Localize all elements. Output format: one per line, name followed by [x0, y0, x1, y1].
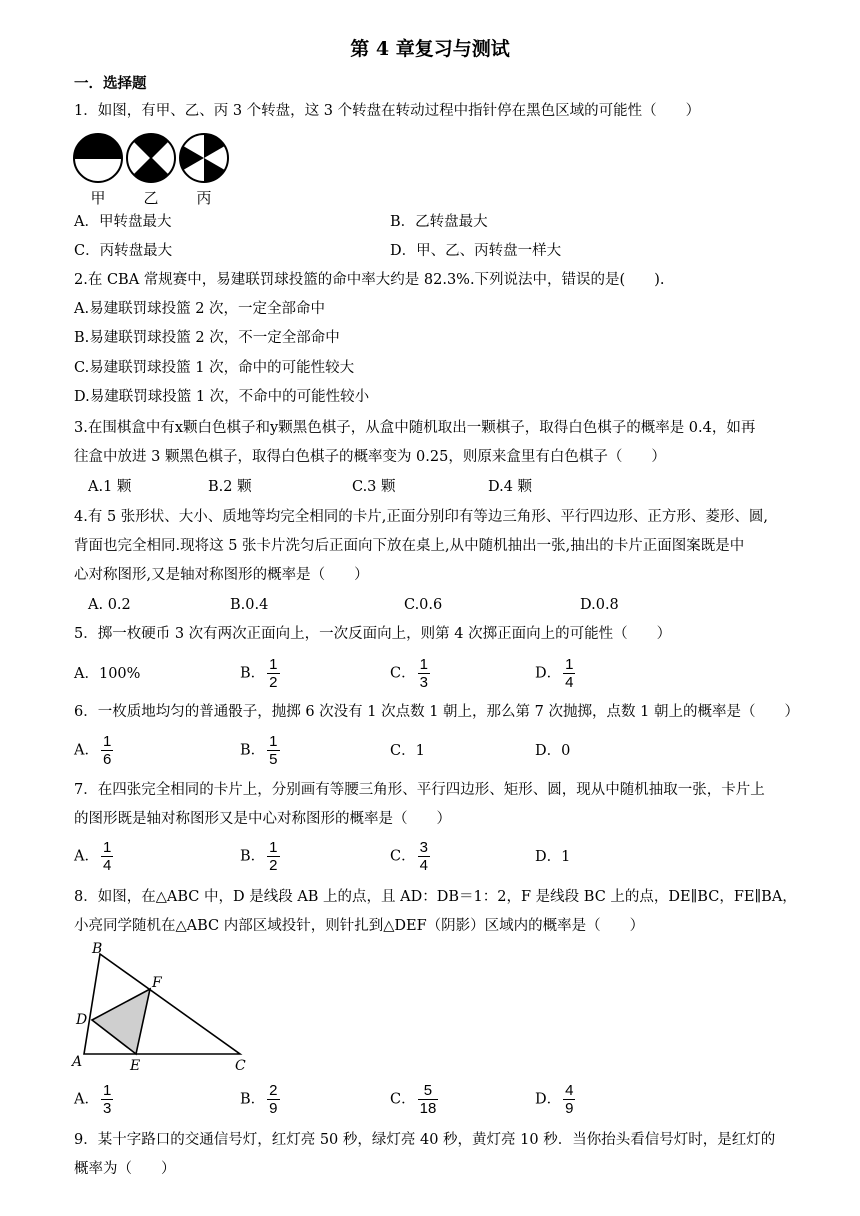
- q4-option-c: C.0.6: [404, 597, 443, 613]
- q1-option-c: C．丙转盘最大: [74, 243, 173, 259]
- fraction: $\frac{1}{5}$: [269, 733, 278, 768]
- question-2-text: 2.在 CBA 常规赛中，易建联罚球投篮的命中率大约是 82.3%.下列说法中，错误的是( ).: [74, 272, 665, 288]
- q4-option-a: A. 0.2: [88, 597, 131, 613]
- question-4-line-1: 4.有 5 张形状、大小、质地等均完全相同的卡片,正面分别印有等边三角形、平行四边形、正方形、菱形、圆,: [74, 509, 768, 525]
- spinner-label-jia: 甲: [90, 189, 106, 207]
- q8-option-a: A． $\frac{1}{3}$: [74, 1082, 112, 1117]
- fraction: $\frac{1}{2}$: [269, 839, 278, 874]
- triangle-figure: [70, 940, 260, 1076]
- spinner-jia: [74, 134, 122, 182]
- q3-option-c: C.3 颗: [352, 479, 396, 495]
- q4-option-b: B.0.4: [230, 597, 269, 613]
- question-8-line-1: 8．如图，在△ABC 中，D 是线段 AB 上的点，且 AD：DB＝1：2，F 是线段 BC 上的点，DE∥BC，FE∥BA，: [74, 889, 797, 905]
- question-8-line-2: 小亮同学随机在△ABC 内部区域投针，则针扎到△DEF（阴影）区域内的概率是（ ）: [74, 918, 645, 934]
- triangle-abc: [84, 954, 240, 1054]
- vertex-label-d: D: [76, 1012, 88, 1028]
- fraction: $\frac{1}{4}$: [565, 656, 574, 691]
- fraction: $\frac{1}{3}$: [102, 1082, 112, 1117]
- q7-option-c: C． $\frac{3}{4}$: [390, 839, 428, 874]
- spinner-yi: [127, 134, 175, 182]
- q5-option-c: C． $\frac{1}{3}$: [390, 656, 428, 691]
- question-4-line-3: 心对称图形,又是轴对称图形的概率是（ ）: [74, 567, 369, 583]
- spinner-label-yi: 乙: [143, 189, 159, 207]
- fraction: $\frac{2}{9}$: [269, 1082, 278, 1117]
- fraction: $\frac{5}{18}$: [419, 1082, 437, 1117]
- vertex-label-e: E: [130, 1058, 141, 1074]
- question-9-line-1: 9．某十字路口的交通信号灯，红灯亮 50 秒，绿灯亮 40 秒，黄灯亮 10 秒．当你抬头看信号灯时，是红灯的: [74, 1132, 776, 1148]
- q3-option-a: A.1 颗: [88, 479, 132, 495]
- fraction: $\frac{1}{4}$: [102, 839, 112, 874]
- q7-option-b: B． $\frac{1}{2}$: [240, 839, 278, 874]
- q7-option-a: A． $\frac{1}{4}$: [74, 839, 112, 874]
- q6-option-c: C．1: [390, 743, 425, 759]
- vertex-label-f: F: [152, 975, 162, 991]
- question-1-text: 1．如图，有甲、乙、丙 3 个转盘，这 3 个转盘在转动过程中指针停在黑色区域的可能性（ ）: [74, 103, 701, 119]
- q5-option-a: A．100%: [74, 666, 141, 682]
- vertex-label-a: A: [72, 1054, 83, 1070]
- q2-option-c: C.易建联罚球投篮 1 次，命中的可能性较大: [74, 360, 355, 376]
- vertex-label-c: C: [235, 1058, 246, 1074]
- q1-option-a: A．甲转盘最大: [74, 214, 172, 230]
- question-9-line-2: 概率为（ ）: [74, 1161, 176, 1177]
- q8-option-b: B． $\frac{2}{9}$: [240, 1082, 278, 1117]
- question-4-line-2: 背面也完全相同.现将这 5 张卡片洗匀后正面向下放在桌上,从中随机抽出一张,抽出的卡片正面图案既是中: [74, 538, 745, 554]
- question-5-text: 5．掷一枚硬币 3 次有两次正面向上，一次反面向上，则第 4 次掷正面向上的可能性（ ）: [74, 626, 672, 642]
- q6-option-d: D．0: [535, 743, 571, 759]
- q4-option-d: D.0.8: [580, 597, 619, 613]
- question-3-line-2: 往盒中放进 3 颗黑色棋子，取得白色棋子的概率变为 0.25，则原来盒里有白色棋子（ ）: [74, 449, 666, 465]
- question-6-text: 6．一枚质地均匀的普通骰子，抛掷 6 次没有 1 次点数 1 朝上，那么第 7 次抛掷，点数 1 朝上的概率是（ ）: [74, 704, 799, 720]
- question-3-line-1: 3.在围棋盒中有x颗白色棋子和y颗黑色棋子，从盒中随机取出一颗棋子，取得白色棋子的概率是 0.4，如再: [74, 420, 756, 436]
- q3-option-b: B.2 颗: [208, 479, 252, 495]
- vertex-label-b: B: [92, 941, 103, 957]
- q8-option-d: D． $\frac{4}{9}$: [535, 1082, 574, 1117]
- question-7-line-2: 的图形既是轴对称图形又是中心对称图形的概率是（ ）: [74, 811, 451, 827]
- fraction: $\frac{3}{4}$: [419, 839, 428, 874]
- spinner-label-bing: 丙: [196, 189, 212, 207]
- fraction: $\frac{1}{6}$: [102, 733, 112, 768]
- fraction: $\frac{1}{2}$: [269, 656, 278, 691]
- question-7-line-1: 7．在四张完全相同的卡片上，分别画有等腰三角形、平行四边形、矩形、圆，现从中随机抽取一张，卡片上: [74, 782, 765, 798]
- q5-option-b: B． $\frac{1}{2}$: [240, 656, 278, 691]
- spinner-bing: [180, 134, 228, 182]
- q6-option-b: B． $\frac{1}{5}$: [240, 733, 278, 768]
- q1-option-d: D．甲、乙、丙转盘一样大: [390, 243, 562, 259]
- q7-option-d: D．1: [535, 849, 571, 865]
- fraction: $\frac{1}{3}$: [419, 656, 428, 691]
- page-title: 第 4 章复习与测试: [350, 38, 510, 60]
- q5-option-d: D． $\frac{1}{4}$: [535, 656, 574, 691]
- q2-option-a: A.易建联罚球投篮 2 次，一定全部命中: [74, 301, 326, 317]
- shaded-triangle-def: [92, 989, 150, 1054]
- q3-option-d: D.4 颗: [488, 479, 533, 495]
- q2-option-b: B.易建联罚球投篮 2 次，不一定全部命中: [74, 330, 340, 346]
- q6-option-a: A． $\frac{1}{6}$: [74, 733, 112, 768]
- q8-option-c: C． $\frac{5}{18}$: [390, 1082, 437, 1117]
- spinner-figure: [72, 131, 232, 209]
- q1-option-b: B．乙转盘最大: [390, 214, 488, 230]
- q2-option-d: D.易建联罚球投篮 1 次，不命中的可能性较小: [74, 389, 370, 405]
- section-heading: 一．选择题: [74, 75, 147, 92]
- fraction: $\frac{4}{9}$: [565, 1082, 574, 1117]
